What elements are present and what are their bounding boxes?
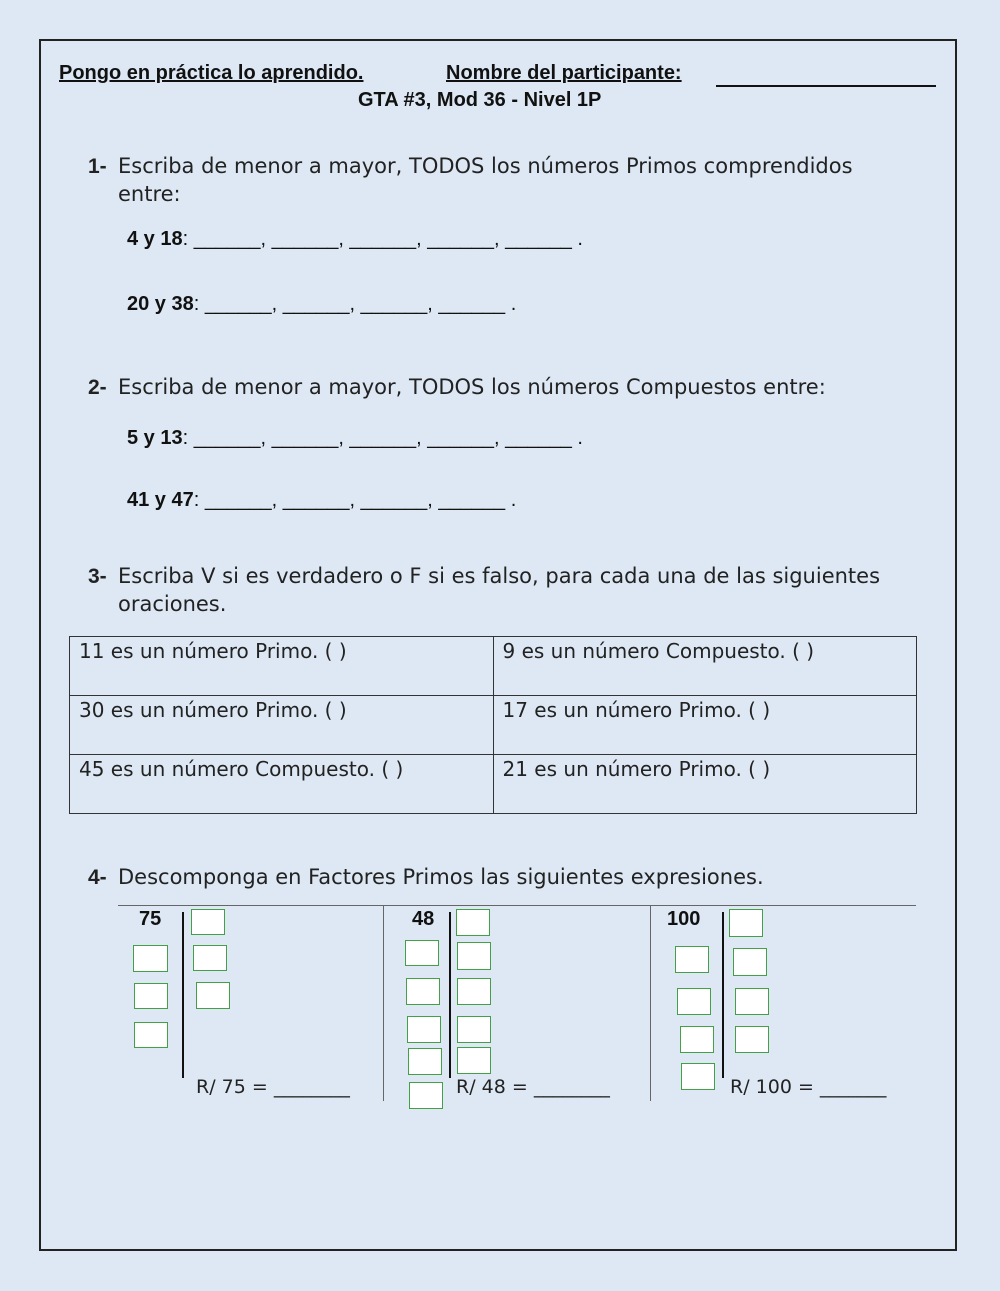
q1-item-b-blanks[interactable]: : ______, ______, ______, ______ . <box>193 293 517 315</box>
q3-text-line2: oraciones. <box>118 592 227 616</box>
factor-box[interactable] <box>191 909 225 935</box>
result-75[interactable]: R/ 75 = ________ <box>196 1076 350 1098</box>
participant-name-field[interactable] <box>716 85 936 87</box>
tf-statement-1[interactable]: 11 es un número Primo. ( ) <box>70 637 494 696</box>
quotient-box[interactable] <box>680 1026 714 1053</box>
table-row <box>70 637 917 696</box>
quotient-box[interactable] <box>681 1063 715 1090</box>
q2-number: 2- <box>88 376 107 399</box>
q2-text-line1: Escriba de menor a mayor, TODOS los números Compuestos entre: <box>118 375 826 399</box>
factor-number-48: 48 <box>412 908 435 930</box>
q2-item-a-blanks[interactable]: : ______, ______, ______, ______, ______ . <box>182 427 583 449</box>
quotient-box[interactable] <box>134 1022 168 1048</box>
factor-box[interactable] <box>457 1047 491 1074</box>
q2-item-a[interactable] <box>127 427 583 450</box>
factor-box[interactable] <box>729 909 763 937</box>
true-false-table <box>69 636 917 814</box>
q1-text-line1: Escriba de menor a mayor, TODOS los números Primos comprendidos <box>118 154 853 178</box>
quotient-box[interactable] <box>677 988 711 1015</box>
q2-item-b-blanks[interactable]: : ______, ______, ______, ______ . <box>193 489 517 511</box>
q4-column-divider-1 <box>383 906 384 1101</box>
worksheet-title: Pongo en práctica lo aprendido. <box>59 62 364 84</box>
q1-item-b-label: 20 y 38 <box>127 293 194 315</box>
result-100[interactable]: R/ 100 = _______ <box>730 1076 887 1098</box>
quotient-box[interactable] <box>675 946 709 973</box>
factor-box[interactable] <box>457 942 491 970</box>
q2-item-b[interactable] <box>127 489 516 512</box>
quotient-box[interactable] <box>134 983 168 1009</box>
q1-item-b[interactable] <box>127 293 516 316</box>
factor-box[interactable] <box>735 1026 769 1053</box>
q1-number: 1- <box>88 155 107 178</box>
q1-item-a-blanks[interactable]: : ______, ______, ______, ______, ______ . <box>182 228 583 250</box>
q1-item-a[interactable] <box>127 228 583 251</box>
table-row <box>70 755 917 814</box>
q1-item-a-label: 4 y 18 <box>127 228 183 250</box>
q4-top-rule <box>118 905 916 906</box>
factor-box[interactable] <box>457 978 491 1005</box>
q2-item-a-label: 5 y 13 <box>127 427 183 449</box>
quotient-box[interactable] <box>408 1048 442 1075</box>
worksheet-subtitle: GTA #3, Mod 36 - Nivel 1P <box>358 89 602 111</box>
factor-box[interactable] <box>457 1016 491 1043</box>
division-line-75 <box>182 912 184 1078</box>
q2-item-b-label: 41 y 47 <box>127 489 194 511</box>
q4-column-divider-2 <box>650 906 651 1101</box>
q3-number: 3- <box>88 565 107 588</box>
quotient-box[interactable] <box>405 940 439 966</box>
quotient-box[interactable] <box>406 978 440 1005</box>
participant-name-label: Nombre del participante: <box>446 62 682 84</box>
factor-box[interactable] <box>193 945 227 971</box>
factor-number-100: 100 <box>667 908 701 930</box>
tf-statement-2[interactable]: 9 es un número Compuesto. ( ) <box>493 637 917 696</box>
tf-statement-6[interactable]: 21 es un número Primo. ( ) <box>493 755 917 814</box>
tf-statement-5[interactable]: 45 es un número Compuesto. ( ) <box>70 755 494 814</box>
division-line-100 <box>722 912 724 1078</box>
factor-box[interactable] <box>196 982 230 1009</box>
result-48[interactable]: R/ 48 = ________ <box>456 1076 610 1098</box>
q4-text-line1: Descomponga en Factores Primos las siguientes expresiones. <box>118 865 764 889</box>
factor-box[interactable] <box>456 909 490 936</box>
factor-box[interactable] <box>733 948 767 976</box>
tf-statement-4[interactable]: 17 es un número Primo. ( ) <box>493 696 917 755</box>
table-row <box>70 696 917 755</box>
factor-box[interactable] <box>735 988 769 1015</box>
q3-text-line1: Escriba V si es verdadero o F si es falso, para cada una de las siguientes <box>118 564 881 588</box>
factor-number-75: 75 <box>139 908 162 930</box>
tf-statement-3[interactable]: 30 es un número Primo. ( ) <box>70 696 494 755</box>
quotient-box[interactable] <box>133 945 168 972</box>
division-line-48 <box>449 912 451 1078</box>
q1-text-line2: entre: <box>118 182 181 206</box>
quotient-box[interactable] <box>409 1082 443 1109</box>
quotient-box[interactable] <box>407 1016 441 1043</box>
q4-number: 4- <box>88 866 107 889</box>
